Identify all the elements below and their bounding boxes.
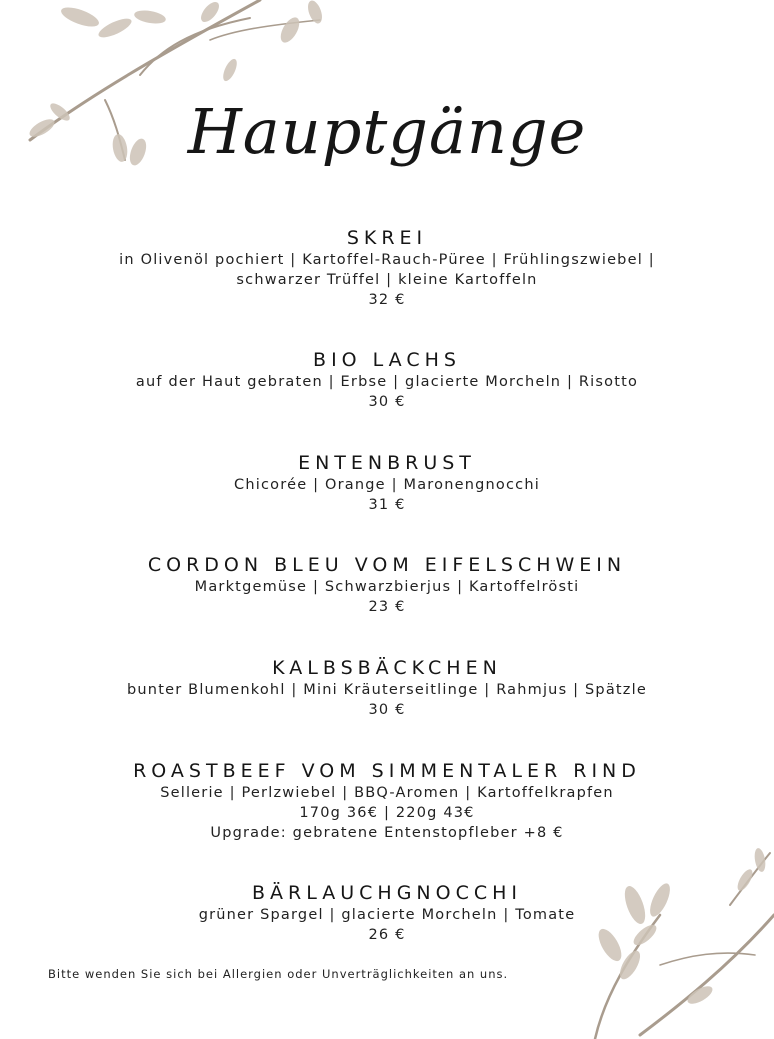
dish-price: 23 € (368, 599, 406, 615)
dish-description: grüner Spargel | glacierte Morcheln | Tomate (198, 907, 576, 923)
dish-entenbrust (0, 451, 774, 515)
dish-description: Sellerie | Perlzwiebel | BBQ-Aromen | Kartoffelkrapfen (160, 785, 614, 801)
dish-name: BIO LACHS (313, 349, 461, 371)
dish-baerlauchgnocchi (0, 881, 774, 945)
allergy-note: Bitte wenden Sie sich bei Allergien oder Unverträglichkeiten an uns. (48, 967, 509, 981)
dish-roastbeef (0, 759, 774, 843)
dish-price: 170g 36€ | 220g 43€ (299, 805, 475, 821)
dish-name: CORDON BLEU VOM EIFELSCHWEIN (147, 554, 627, 576)
dish-name: KALBSBÄCKCHEN (272, 657, 502, 679)
dish-bio-lachs (0, 348, 774, 412)
dish-name: BÄRLAUCHGNOCCHI (251, 882, 523, 904)
dish-skrei (0, 226, 774, 310)
dish-price: 30 € (368, 702, 406, 718)
dish-price: 30 € (368, 394, 406, 410)
dish-name: SKREI (346, 227, 428, 249)
dish-description: schwarzer Trüffel | kleine Kartoffeln (236, 272, 538, 288)
dish-price: 26 € (368, 927, 406, 943)
page-title: Hauptgänge (187, 95, 587, 168)
dish-name: ENTENBRUST (298, 452, 476, 474)
dish-description: auf der Haut gebraten | Erbse | glacierte Morcheln | Risotto (135, 374, 639, 390)
dish-description: in Olivenöl pochiert | Kartoffel-Rauch-Püree | Frühlingszwiebel | (119, 252, 655, 268)
dish-upgrade: Upgrade: gebratene Entenstopfleber +8 € (210, 825, 564, 841)
dish-price: 32 € (368, 292, 406, 308)
dish-name: ROASTBEEF VOM SIMMENTALER RIND (133, 760, 641, 782)
dish-cordon-bleu (0, 553, 774, 617)
dish-kalbsbaeckchen (0, 656, 774, 720)
dish-description: Marktgemüse | Schwarzbierjus | Kartoffelrösti (194, 579, 580, 595)
dish-description: bunter Blumenkohl | Mini Kräuterseitlinge | Rahmjus | Spätzle (127, 682, 647, 698)
dish-description: Chicorée | Orange | Maronengnocchi (234, 477, 540, 493)
dish-price: 31 € (368, 497, 406, 513)
